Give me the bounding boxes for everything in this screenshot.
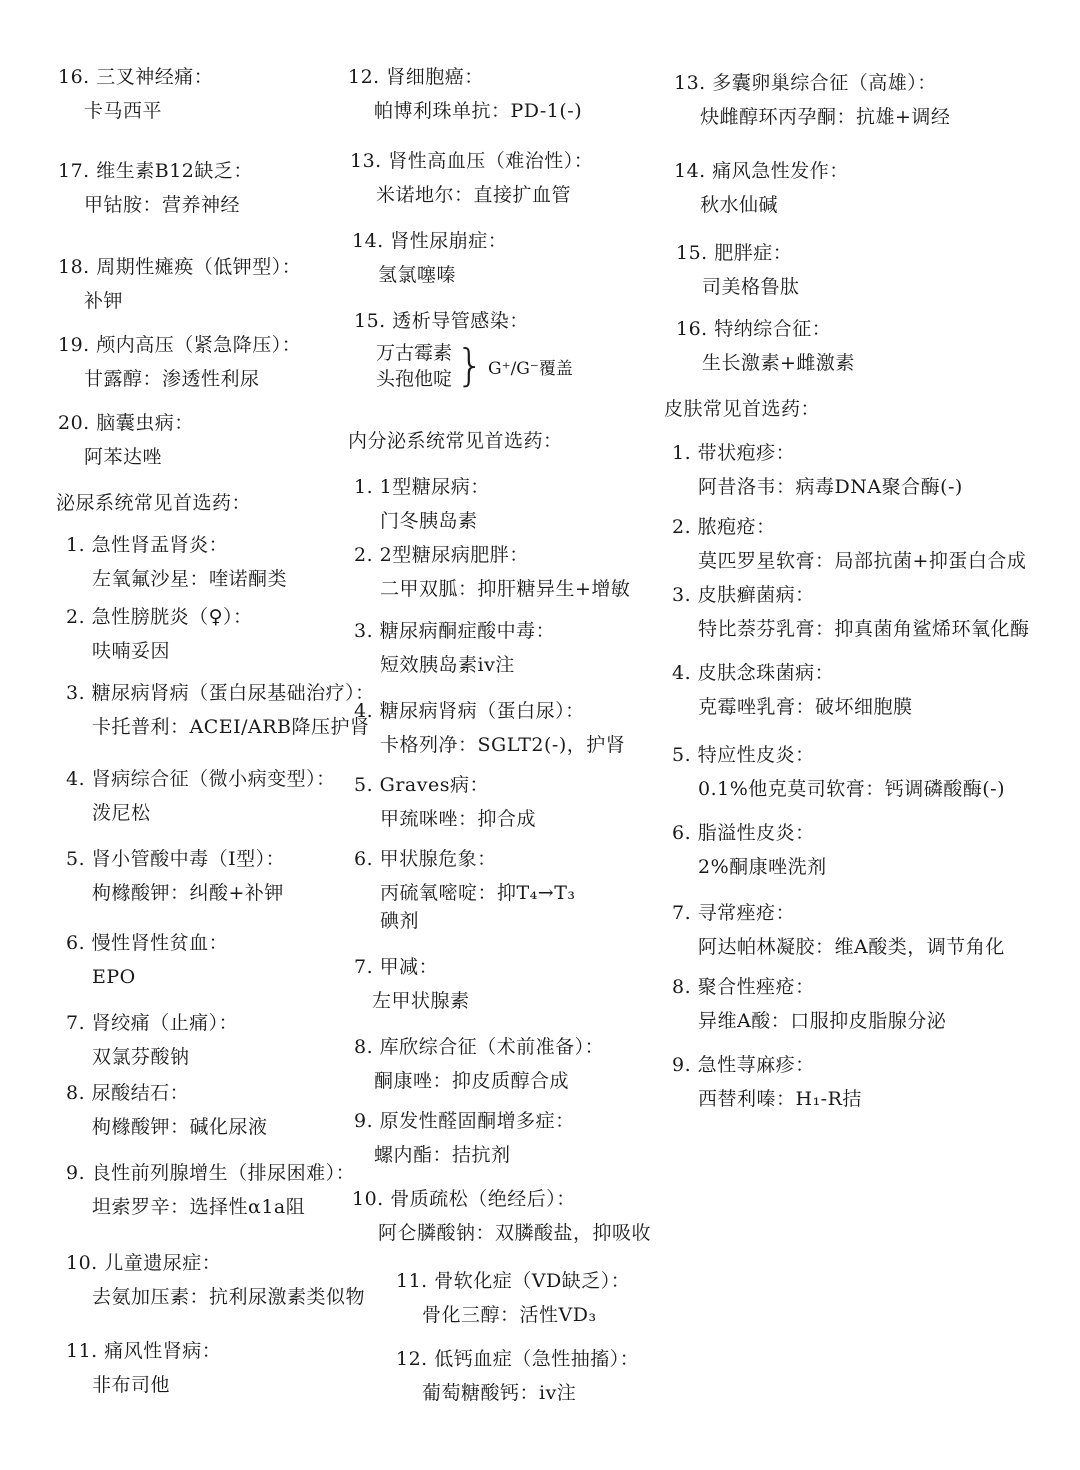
list-item: 6. 脂溢性皮炎： 2%酮康唑洗剂 — [672, 822, 827, 878]
list-item: 20. 脑囊虫病： 阿苯达唑 — [58, 412, 194, 468]
list-item: 12. 肾细胞癌： 帕博利珠单抗：PD-1(-) — [348, 66, 583, 122]
list-item: 10. 儿童遗尿症： 去氨加压素：抗利尿激素类似物 — [66, 1252, 366, 1308]
list-item: 9. 急性荨麻疹： 西替利嗪：H₁-R拮 — [672, 1054, 862, 1110]
list-item: 16. 特纳综合征： 生长激素+雌激素 — [676, 318, 855, 374]
curly-brace-icon: } — [456, 340, 485, 391]
list-item: 17. 维生素B12缺乏： 甲钴胺：营养神经 — [58, 160, 253, 216]
list-item: 18. 周期性瘫痪（低钾型）： 补钾 — [58, 256, 302, 312]
drug-brace-group: 万古霉素 头孢他啶 } G⁺/G⁻覆盖 — [376, 340, 573, 391]
list-item: 6. 甲状腺危象： 丙硫氧嘧啶：抑T₄→T₃ 碘剂 — [354, 848, 576, 932]
section-heading-urinary: 泌尿系统常见首选药： — [56, 492, 252, 514]
list-item: 10. 骨质疏松（绝经后）： 阿仑膦酸钠：双膦酸盐，抑吸收 — [352, 1188, 652, 1244]
list-item: 1. 1型糖尿病： 门冬胰岛素 — [354, 476, 490, 532]
list-item: 4. 皮肤念珠菌病： 克霉唑乳膏：破坏细胞膜 — [672, 662, 913, 718]
list-item: 9. 原发性醛固酮增多症： 螺内酯：拮抗剂 — [354, 1110, 575, 1166]
list-item: 13. 肾性高血压（难治性）： 米诺地尔：直接扩血管 — [350, 150, 594, 206]
list-item: 1. 带状疱疹： 阿昔洛韦：病毒DNA聚合酶(-) — [672, 442, 963, 498]
list-item: 15. 透析导管感染： 万古霉素 头孢他啶 } G⁺/G⁻覆盖 — [354, 310, 573, 391]
list-item: 8. 尿酸结石： 枸橼酸钾：碱化尿液 — [66, 1082, 268, 1138]
list-item: 6. 慢性肾性贫血： EPO — [66, 932, 229, 988]
list-item: 7. 寻常痤疮： 阿达帕林凝胶：维A酸类，调节角化 — [672, 902, 1005, 958]
list-item: 3. 皮肤癣菌病： 特比萘芬乳膏：抑真菌角鲨烯环氧化酶 — [672, 584, 1030, 640]
list-item: 13. 多囊卵巢综合征（高雄）： 炔雌醇环丙孕酮：抗雄+调经 — [674, 72, 951, 128]
section-heading-endocrine: 内分泌系统常见首选药： — [348, 430, 563, 452]
list-item: 1. 急性肾盂肾炎： 左氧氟沙星：喹诺酮类 — [66, 534, 288, 590]
list-item: 7. 肾绞痛（止痛）： 双氯芬酸钠 — [66, 1012, 239, 1068]
list-item: 5. 特应性皮炎： 0.1%他克莫司软膏：钙调磷酸酶(-) — [672, 744, 1006, 800]
list-item: 3. 糖尿病酮症酸中毒： 短效胰岛素iv注 — [354, 620, 556, 676]
list-item: 4. 糖尿病肾病（蛋白尿）： 卡格列净：SGLT2(-)，护肾 — [354, 700, 626, 756]
list-item: 5. Graves病： 甲巯咪唑：抑合成 — [354, 774, 537, 830]
list-item: 3. 糖尿病肾病（蛋白尿基础治疗）： 卡托普利：ACEI/ARB降压护肾 — [66, 682, 375, 738]
list-item: 2. 2型糖尿病肥胖： 二甲双胍：抑肝糖异生+增敏 — [354, 544, 631, 600]
list-item: 7. 甲减： 左甲状腺素 — [354, 956, 470, 1012]
list-item: 16. 三叉神经痛： 卡马西平 — [58, 66, 214, 122]
list-item: 2. 急性膀胱炎（♀）： 呋喃妥因 — [66, 606, 253, 662]
list-item: 15. 肥胖症： 司美格鲁肽 — [676, 242, 800, 298]
list-item: 8. 聚合性痤疮： 异维A酸：口服抑皮脂腺分泌 — [672, 976, 947, 1032]
list-item: 11. 骨软化症（VD缺乏）： 骨化三醇：活性VD₃ — [396, 1270, 631, 1326]
list-item: 4. 肾病综合征（微小病变型）： 泼尼松 — [66, 768, 336, 824]
list-item: 9. 良性前列腺增生（排尿困难）： 坦索罗辛：选择性α1a阻 — [66, 1162, 356, 1218]
list-item: 5. 肾小管酸中毒（I型）： 枸橼酸钾：纠酸+补钾 — [66, 848, 286, 904]
section-heading-skin: 皮肤常见首选药： — [664, 398, 821, 420]
list-item: 11. 痛风性肾病： 非布司他 — [66, 1340, 222, 1396]
list-item: 8. 库欣综合征（术前准备）： 酮康唑：抑皮质醇合成 — [354, 1036, 605, 1092]
list-item: 19. 颅内高压（紧急降压）： 甘露醇：渗透性利尿 — [58, 334, 302, 390]
list-item: 2. 脓疱疮： 莫匹罗星软膏：局部抗菌+抑蛋白合成 — [672, 516, 1027, 572]
list-item: 12. 低钙血症（急性抽搐）： 葡萄糖酸钙：iv注 — [396, 1348, 640, 1404]
list-item: 14. 肾性尿崩症： 氢氯噻嗪 — [352, 230, 508, 286]
list-item: 14. 痛风急性发作： 秋水仙碱 — [674, 160, 849, 216]
